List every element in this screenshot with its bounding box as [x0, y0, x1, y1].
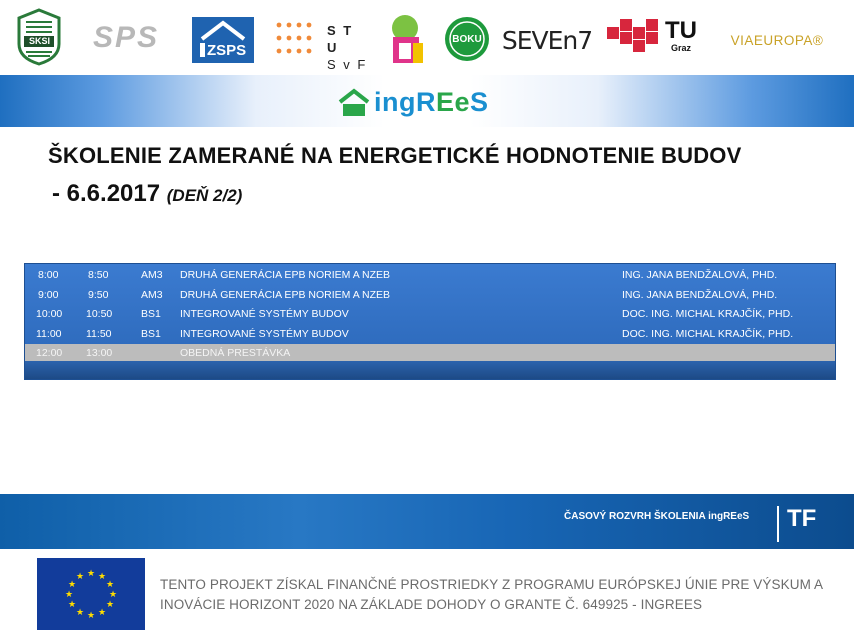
- ingrees-text-highlight: Ee: [436, 86, 471, 117]
- title-date: - 6.6.2017: [52, 180, 161, 207]
- eu-stars-icon: [37, 558, 145, 630]
- page-title: ŠKOLENIE ZAMERANÉ NA ENERGETICKÉ HODNOTENIE BUDOV: [48, 143, 742, 168]
- row-start-time: 11:00: [36, 328, 62, 340]
- row-lecturer: DOC. ING. MICHAL KRAJČÍK, PHD.: [622, 328, 794, 340]
- svg-text:★: ★: [86, 611, 96, 621]
- seven-logo: [503, 20, 591, 60]
- svg-text:★: ★: [86, 569, 96, 579]
- row-topic: INTEGROVANÉ SYSTÉMY BUDOV: [180, 328, 349, 340]
- tu-graz-logo: [607, 17, 702, 57]
- svg-text:★: ★: [67, 580, 77, 590]
- svg-text:★: ★: [97, 572, 107, 582]
- table-row: [25, 286, 835, 305]
- svg-text:★: ★: [67, 600, 77, 610]
- row-room: AM3: [141, 269, 163, 281]
- footer-caption: ČASOVÝ ROZVRH ŠKOLENIA ingREeS: [564, 511, 750, 522]
- zsps-logo: [192, 17, 254, 63]
- svg-text:★: ★: [75, 608, 85, 618]
- stu-svf-logo: [275, 20, 370, 72]
- row-end-time: 9:50: [88, 289, 109, 301]
- ingrees-logo: [338, 84, 489, 120]
- table-row: [25, 325, 835, 344]
- row-topic: DRUHÁ GENERÁCIA EPB NORIEM A NZEB: [180, 289, 391, 301]
- row-end-time: 10:50: [86, 308, 113, 320]
- row-topic: OBEDNÁ PRESTÁVKA: [180, 347, 291, 359]
- row-end-time: 13:00: [86, 347, 113, 359]
- eu-flag: [37, 558, 145, 630]
- boku-logo: [443, 15, 491, 63]
- row-topic: INTEGROVANÉ SYSTÉMY BUDOV: [180, 308, 349, 320]
- faculty-logo: TF: [787, 505, 817, 532]
- graz-text: Graz: [671, 43, 692, 53]
- svg-text:★: ★: [108, 590, 118, 600]
- seven-logo-text: SEVEn7: [501, 25, 593, 55]
- row-room: BS1: [141, 328, 161, 340]
- row-start-time: 10:00: [36, 308, 63, 320]
- stu-text: S T U: [327, 23, 354, 55]
- row-room: BS1: [141, 308, 161, 320]
- stu-dots-icon: [275, 20, 319, 58]
- tu-graz-blocks-icon: [607, 19, 661, 55]
- viaeuropa-logo: [713, 28, 841, 52]
- row-end-time: 8:50: [88, 269, 109, 281]
- tu-text: TU: [665, 17, 697, 44]
- svg-text:★: ★: [75, 572, 85, 582]
- table-footer-bar: [25, 361, 835, 379]
- footer-divider: [777, 506, 779, 542]
- svf-text: S v F: [327, 57, 368, 72]
- svg-text:★: ★: [105, 580, 115, 590]
- row-start-time: 9:00: [38, 289, 59, 301]
- row-topic: DRUHÁ GENERÁCIA EPB NORIEM A NZEB: [180, 269, 391, 281]
- house-roof-icon: [338, 88, 370, 116]
- svg-text:★: ★: [97, 608, 107, 618]
- boku-logo-text: BOKU: [452, 33, 482, 45]
- viaeuropa-logo-text: VIAEUROPA®: [730, 32, 824, 48]
- row-start-time: 12:00: [36, 347, 63, 359]
- green-building-logo: [385, 13, 427, 65]
- eu-funding-notice: [160, 575, 840, 615]
- sps-logo: [80, 22, 172, 54]
- row-lecturer: ING. JANA BENDŽALOVÁ, PHD.: [622, 269, 778, 281]
- row-end-time: 11:50: [86, 328, 112, 340]
- sksi-logo-text: SKSI: [29, 36, 51, 46]
- sksi-logo: [14, 8, 64, 66]
- row-lecturer: DOC. ING. MICHAL KRAJČÍK, PHD.: [622, 308, 794, 320]
- ingrees-logo-text: [374, 87, 489, 118]
- schedule-table: [24, 263, 836, 380]
- ingrees-text-end: S: [470, 86, 489, 117]
- svg-text:★: ★: [64, 590, 74, 600]
- green-building-icon: [385, 13, 427, 65]
- title-day: (DEŇ 2/2): [166, 186, 243, 205]
- table-row: [25, 266, 835, 285]
- svg-text:★: ★: [105, 600, 115, 610]
- zsps-logo-text: ZSPS: [207, 42, 247, 59]
- partner-logos-strip: [0, 0, 854, 75]
- page-subtitle: [52, 180, 242, 208]
- eu-funding-line-1: TENTO PROJEKT ZÍSKAL FINANČNÉ PROSTRIEDKY Z PROGRAMU EURÓPSKEJ ÚNIE PRE VÝSKUM A: [160, 577, 824, 592]
- table-row: [25, 305, 835, 324]
- row-start-time: 8:00: [38, 269, 59, 281]
- row-room: AM3: [141, 289, 163, 301]
- eu-funding-line-2: INOVÁCIE HORIZONT 2020 NA ZÁKLADE DOHODY O GRANTE Č. 649925 - INGREES: [160, 597, 703, 612]
- row-lecturer: ING. JANA BENDŽALOVÁ, PHD.: [622, 289, 778, 301]
- ingrees-text-main: ingR: [374, 86, 436, 117]
- sps-logo-text: SPS: [92, 21, 160, 54]
